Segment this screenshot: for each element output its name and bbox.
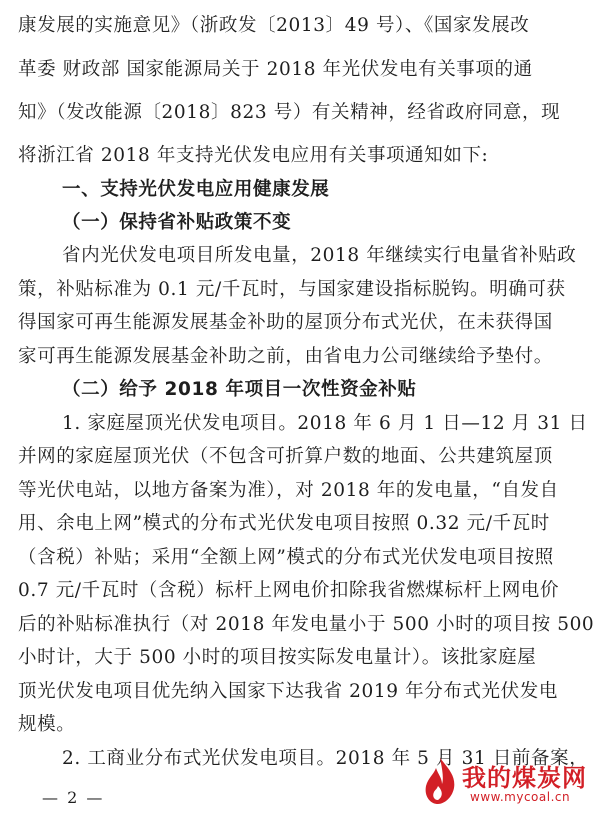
text-line: 知》（发改能源〔2018〕823 号）有关精神，经省政府同意，现 xyxy=(18,102,561,123)
site-watermark xyxy=(418,752,588,814)
subsection-heading: （二）给予 2018 年项目一次性资金补贴 xyxy=(62,379,417,400)
page-number: — 2 — xyxy=(42,788,105,807)
text-line: 用、余电上网”模式的分布式光伏发电项目按照 0.32 元/千瓦时 xyxy=(18,513,550,534)
text-line: 等光伏电站，以地方备案为准），对 2018 年的发电量，“自发自 xyxy=(18,480,559,501)
watermark-title: 我的煤炭网 xyxy=(462,764,587,792)
text-line: 规模。 xyxy=(18,714,76,735)
text-line: 并网的家庭屋顶光伏（不包含可折算户数的地面、公共建筑屋顶 xyxy=(18,446,553,467)
text-line: 顶光伏发电项目优先纳入国家下达我省 2019 年分布式光伏发电 xyxy=(18,681,558,702)
text-line: 小时计，大于 500 小时的项目按实际发电量计）。该批家庭屋 xyxy=(18,647,537,668)
watermark-url: www.mycoal.cn xyxy=(470,790,571,804)
text-line: 1. 家庭屋顶光伏发电项目。2018 年 6 月 1 日—12 月 31 日 xyxy=(62,413,588,434)
text-line: 得国家可再生能源发展基金补助的屋顶分布式光伏，在未获得国 xyxy=(18,312,553,333)
text-line: 革委 财政部 国家能源局关于 2018 年光伏发电有关事项的通 xyxy=(18,59,533,80)
text-line: 后的补贴标准执行（对 2018 年发电量小于 500 小时的项目按 500 xyxy=(18,614,595,635)
text-line: 省内光伏发电项目所发电量，2018 年继续实行电量省补贴政 xyxy=(62,245,577,266)
text-line: 2. 工商业分布式光伏发电项目。2018 年 5 月 31 日前备案， xyxy=(62,748,589,769)
text-line: 将浙江省 2018 年支持光伏发电应用有关事项通知如下: xyxy=(18,145,489,166)
flame-logo-icon xyxy=(418,756,462,806)
text-line: 0.7 元/千瓦时（含税）标杆上网电价扣除我省燃煤标杆上网电价 xyxy=(18,580,560,601)
section-heading: 一、支持光伏发电应用健康发展 xyxy=(62,179,330,200)
text-line: 策，补贴标准为 0.1 元/千瓦时，与国家建设指标脱钩。明确可获 xyxy=(18,279,566,300)
subsection-heading: （一）保持省补贴政策不变 xyxy=(62,212,292,233)
text-line: （含税）补贴；采用“全额上网”模式的分布式光伏发电项目按照 xyxy=(18,547,554,568)
text-line: 康发展的实施意见》（浙政发〔2013〕49 号）、《国家发展改 xyxy=(18,15,530,36)
text-line: 家可再生能源发展基金补助之前，由省电力公司继续给予垫付。 xyxy=(18,346,553,367)
